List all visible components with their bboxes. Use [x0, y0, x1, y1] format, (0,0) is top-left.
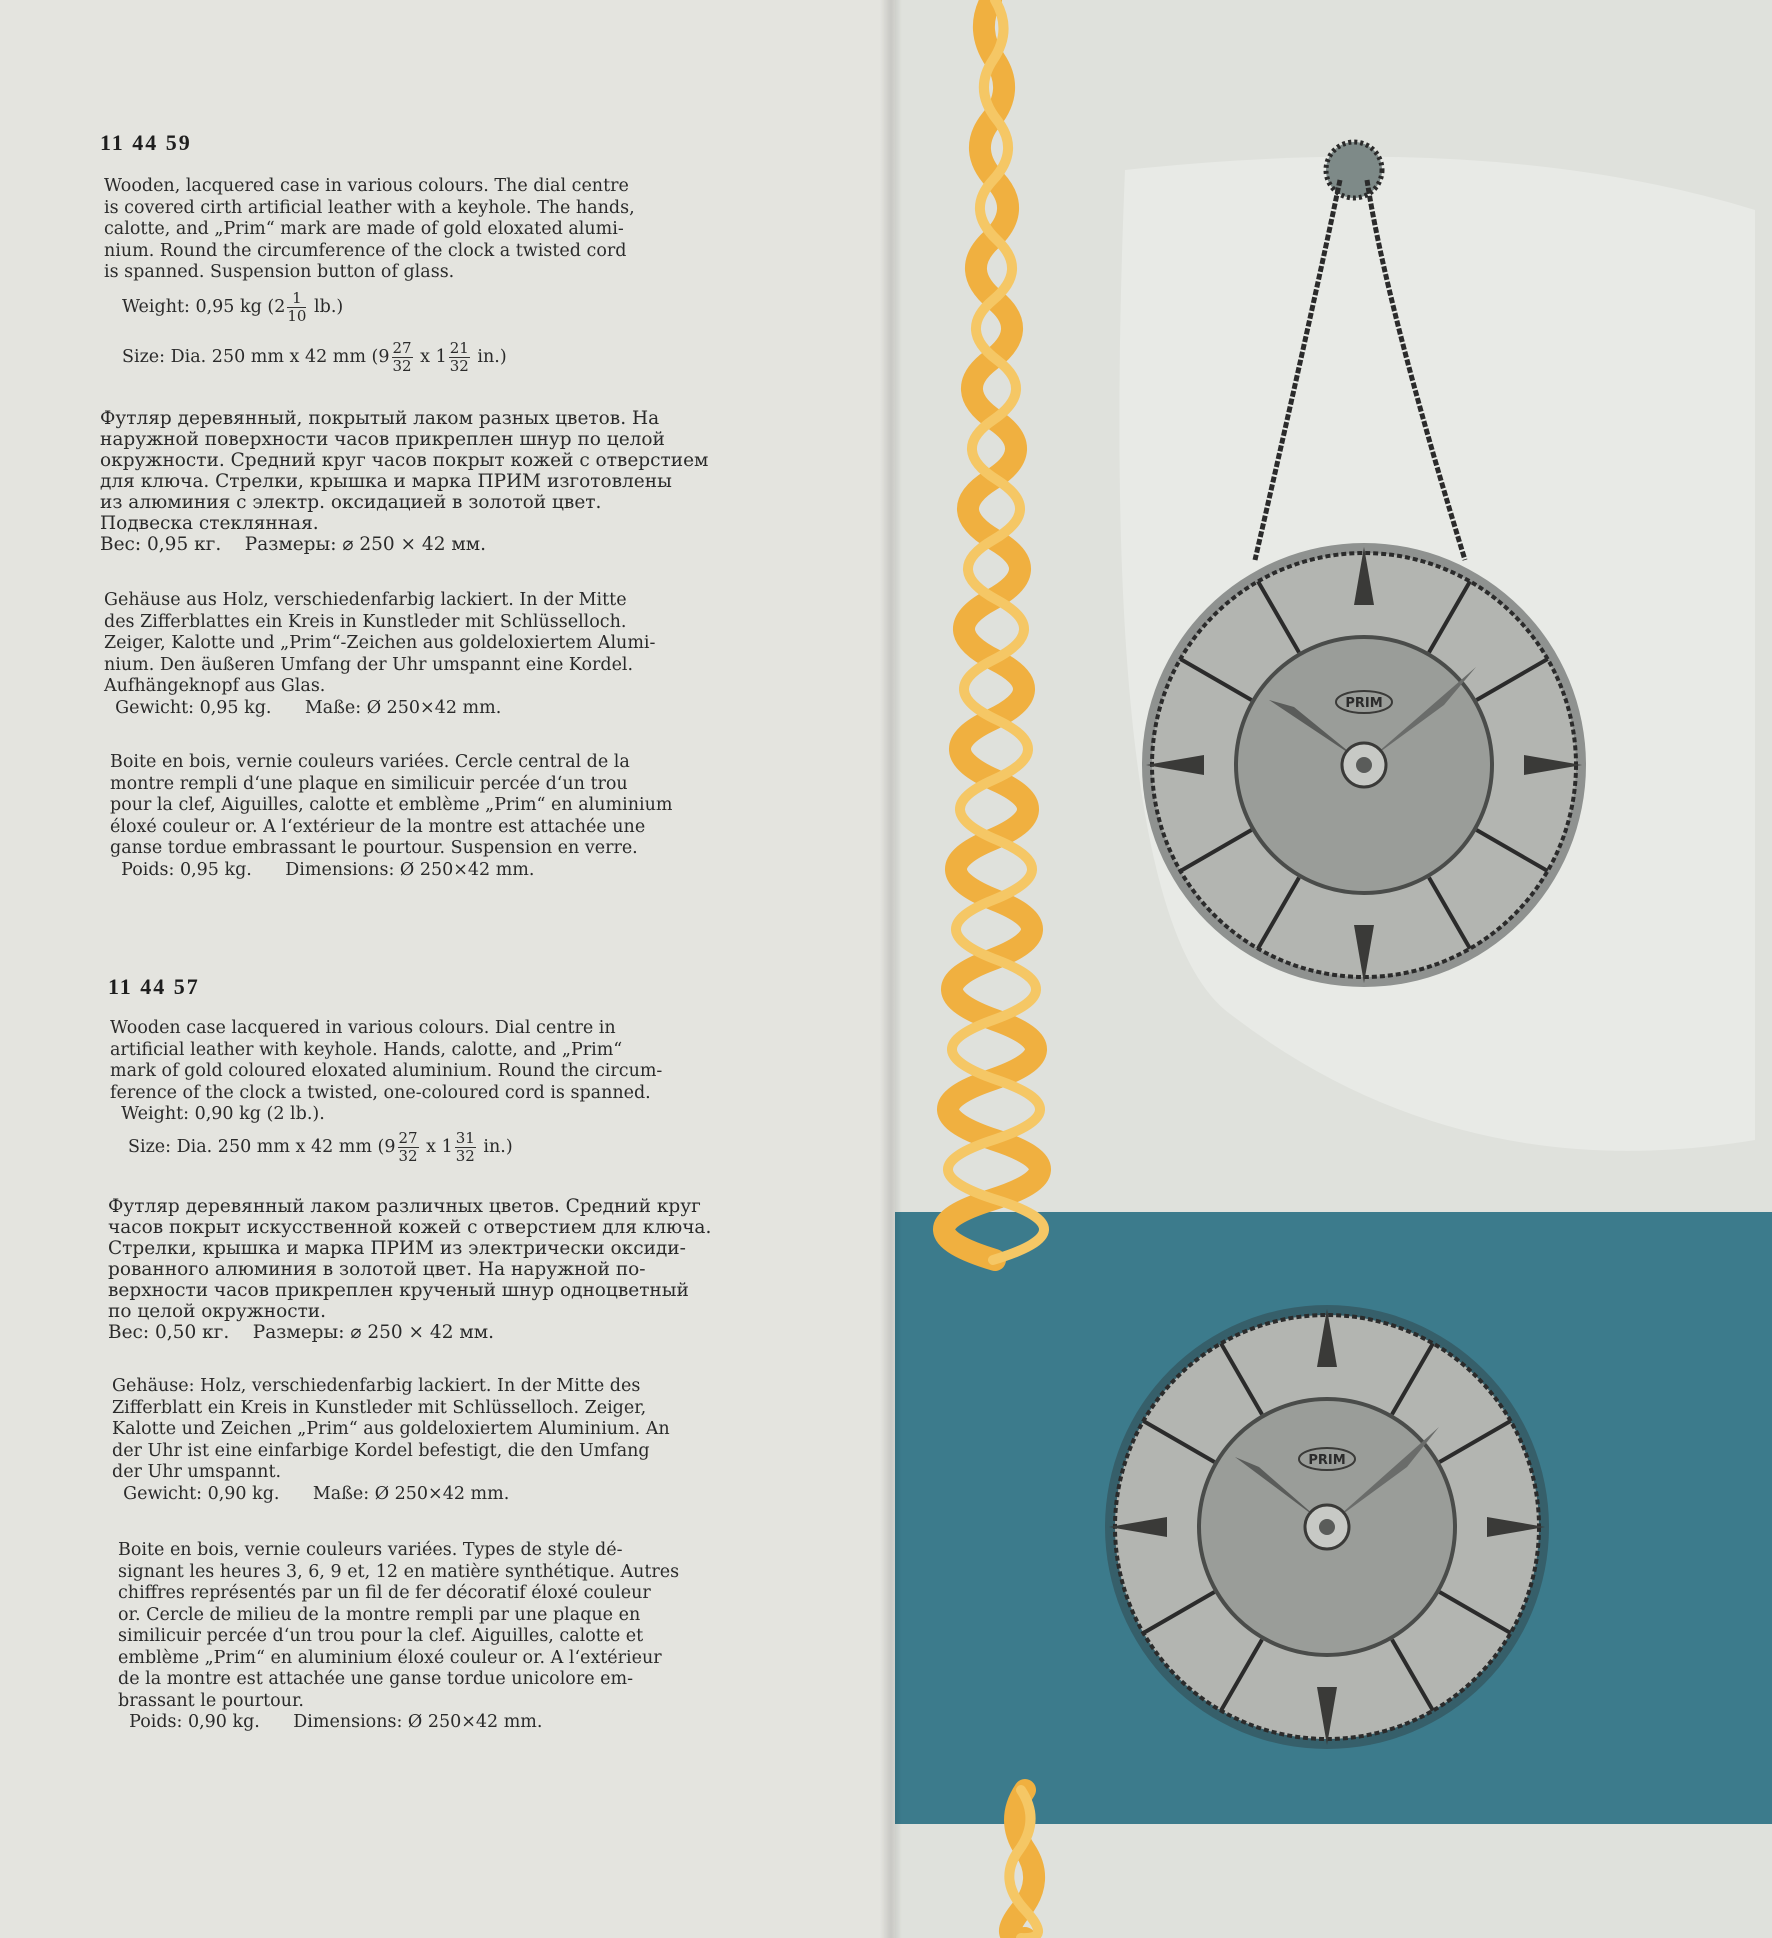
clock1-dial-icon: [1142, 543, 1586, 987]
clock1-weight-line: [122, 290, 343, 325]
clock1-size-label: Size: Dia. 250 mm x 42 mm (9: [122, 347, 390, 367]
clock1-size-mid: x 1: [420, 347, 447, 367]
clock-illustration: [895, 0, 1772, 1938]
fraction-numerator: 21: [449, 339, 469, 357]
clock2-size-line: [128, 1130, 513, 1165]
fraction-denominator: 32: [455, 1147, 475, 1165]
clock1-french-description: Boite en bois, vernie couleurs variées. Cercle central de la montre rempli d‘une plaque en similicuir percée d‘un trou pour la clef, Aiguilles, calotte et emblème „Prim“ en aluminium éloxé couleur or. A l‘extérieur de la montre est attachée une ganse tordue embrassant le pourtour. Suspension en verre. Poids: 0,95 kg. Dimensions: Ø 250×42 mm.: [110, 752, 673, 880]
clock2-size-label: Size: Dia. 250 mm x 42 mm (9: [128, 1137, 396, 1157]
clock1-brand-mark: PRIM: [1345, 696, 1383, 711]
twisted-rope-bottom-icon: [1009, 1790, 1038, 1938]
model-number-11-44-59: 11 44 59: [100, 130, 192, 155]
clock1-size-line: [122, 340, 507, 375]
clock1-weight-fraction: [287, 290, 306, 325]
clock1-german-description: Gehäuse aus Holz, verschiedenfarbig lackiert. In der Mitte des Zifferblattes ein Kreis in Kunstleder mit Schlüsselloch. Zeiger, Kalotte und „Prim“-Zeichen aus goldeloxiertem Alumi- nium. Den äußeren Umfang der Uhr umspannt eine Kordel. Aufhängeknopf aus Glas. Gewicht: 0,95 kg. Maße: Ø 250×42 mm.: [104, 590, 656, 718]
clock2-size-unit: in.): [483, 1137, 513, 1157]
clock2-size-fraction-1: [398, 1130, 419, 1165]
clock1-size-fraction-1: [392, 340, 413, 375]
clock2-dial-icon: [1105, 1305, 1549, 1749]
fraction-numerator: 27: [398, 1129, 418, 1147]
clock1-size-fraction-2: [449, 340, 470, 375]
fraction-numerator: 31: [455, 1129, 475, 1147]
clock2-size-fraction-2: [455, 1130, 476, 1165]
fraction-denominator: 10: [287, 307, 307, 325]
fraction-numerator: 1: [287, 290, 306, 308]
clock1-weight-unit: lb.): [314, 297, 344, 317]
fraction-denominator: 32: [392, 357, 412, 375]
clock1-size-unit: in.): [477, 347, 507, 367]
fraction-denominator: 32: [449, 357, 469, 375]
twisted-rope-icon: [944, 0, 1044, 1260]
fraction-numerator: 27: [392, 339, 412, 357]
fraction-denominator: 32: [398, 1147, 418, 1165]
clock1-weight-label: Weight: 0,95 kg (2: [122, 297, 286, 317]
clock2-size-mid: x 1: [426, 1137, 453, 1157]
clock2-english-description: Wooden case lacquered in various colours. Dial centre in artificial leather with keyhole. Hands, calotte, and „Prim“ mark of gold coloured eloxated aluminium. Round the circum- ference of the clock a twisted, one-coloured cord is spanned. Weight: 0,90 kg (2 lb.).: [110, 1018, 663, 1124]
clock1-english-description: Wooden, lacquered case in various colours. The dial centre is covered cirth artificial leather with a keyhole. The hands, calotte, and „Prim“ mark are made of gold eloxated alumi- nium. Round the circumference of the clock a twisted cord is spanned. Suspension button of glass.: [104, 176, 635, 282]
clock2-brand-mark: PRIM: [1308, 1453, 1346, 1468]
clock2-russian-description: Футляр деревянный лаком различных цветов. Средний круг часов покрыт искусственной кожей с отверстием для ключа. Стрелки, крышка и марка ПРИМ из электрически оксиди- рованного алюминия в золотой цвет. На наружной по- верхности часов прикреплен крученый шнур одноцветный по целой окружности. Вес: 0,50 кг. Размеры: ⌀ 250 × 42 мм.: [108, 1196, 712, 1343]
clock1-russian-description: Футляр деревянный, покрытый лаком разных цветов. На наружной поверхности часов прикреплен шнур по целой окружности. Средний круг часов покрыт кожей с отверстием для ключа. Стрелки, крышка и марка ПРИМ изготовлены из алюминия с электр. оксидацией в золотой цвет. Подвеска стеклянная. Вес: 0,95 кг. Размеры: ⌀ 250 × 42 мм.: [100, 408, 709, 555]
clock2-french-description: Boite en bois, vernie couleurs variées. Types de style dé- signant les heures 3, 6, 9 et, 12 en matière synthétique. Autres chiffres représentés par un fil de fer décoratif éloxé couleur or. Cercle de milieu de la montre rempli par une plaque en similicuir percée d‘un trou pour la clef. Aiguilles, calotte et emblème „Prim“ en aluminium éloxé couleur or. A l‘extérieur de la montre est attachée une ganse tordue unicolore em- brassant le pourtour. Poids: 0,90 kg. Dimensions: Ø 250×42 mm.: [118, 1540, 680, 1732]
clock2-german-description: Gehäuse: Holz, verschiedenfarbig lackiert. In der Mitte des Zifferblatt ein Kreis in Kunstleder mit Schlüsselloch. Zeiger, Kalotte und Zeichen „Prim“ aus goldeloxiertem Aluminium. An der Uhr ist eine einfarbige Kordel befestigt, die den Umfang der Uhr umspannt. Gewicht: 0,90 kg. Maße: Ø 250×42 mm.: [112, 1376, 670, 1504]
model-number-11-44-57: 11 44 57: [108, 974, 200, 999]
